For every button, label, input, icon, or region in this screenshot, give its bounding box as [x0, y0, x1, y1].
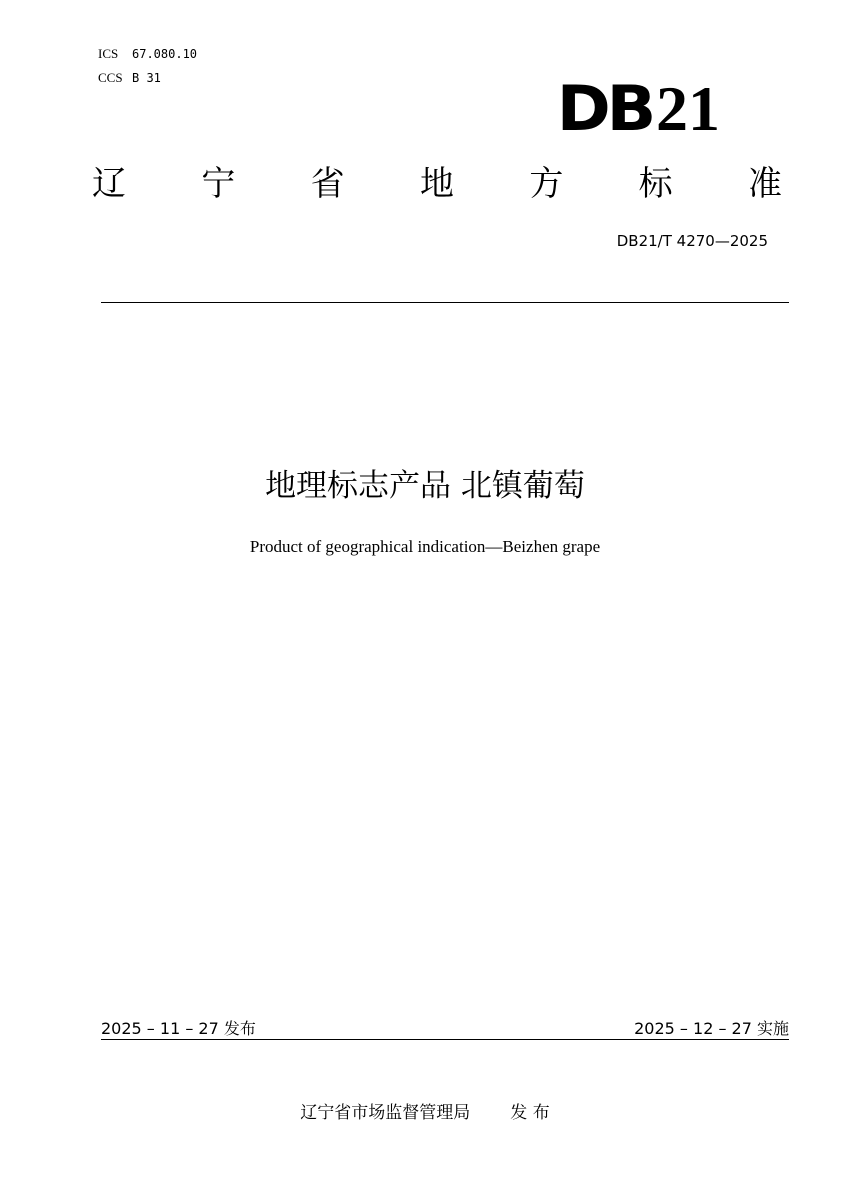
classification-codes [98, 42, 197, 90]
ics-label: ICS [98, 46, 119, 61]
standard-type-char: 准 [747, 164, 782, 204]
standard-type-char: 标 [638, 164, 673, 204]
release-date: 2025 – 11 – 27 发布 [101, 1019, 256, 1038]
ics-value: 67.080.10 [132, 47, 198, 61]
standard-type-char: 方 [529, 164, 564, 204]
issuer-line [0, 1098, 850, 1123]
top-divider [101, 302, 789, 303]
bottom-divider [101, 1039, 789, 1040]
ccs-label: CCS [98, 70, 123, 85]
standard-type-char: 宁 [201, 164, 236, 204]
implementation-date: 2025 – 12 – 27 实施 [634, 1019, 789, 1038]
ics-line [98, 42, 197, 66]
standard-type-char: 省 [310, 164, 345, 204]
standard-type-char: 辽 [92, 164, 126, 204]
document-title-cn: 地理标志产品 北镇葡萄 [265, 468, 585, 504]
logo-letters: DB [556, 72, 653, 145]
standard-number: DB21/T 4270—2025 [616, 232, 768, 250]
ccs-line [98, 66, 197, 90]
standard-type-heading [92, 162, 782, 206]
issuer-action: 发 布 [510, 1103, 550, 1123]
issuer-name: 辽宁省市场监督管理局 [300, 1103, 471, 1123]
standard-type-char: 地 [419, 164, 454, 204]
ccs-value: B 31 [132, 71, 161, 85]
db-logo [556, 72, 720, 145]
logo-number: 21 [656, 73, 720, 144]
document-title-en: Product of geographical indication—Beizhen grape [249, 537, 601, 556]
